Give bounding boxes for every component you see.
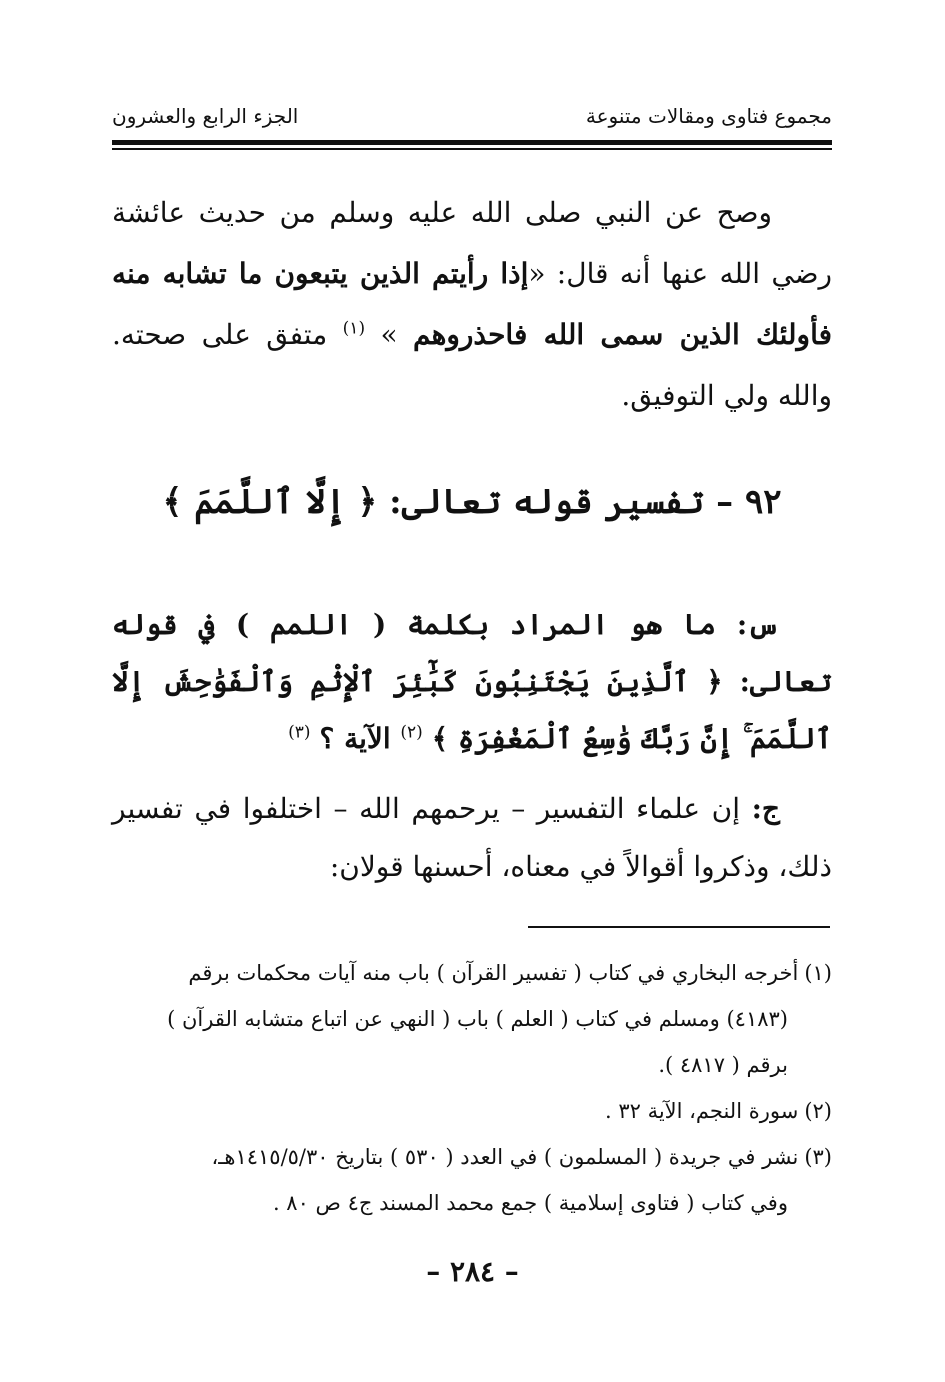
answer-paragraph — [112, 780, 832, 896]
section-verse: إِلَّا ٱللَّمَمَ — [182, 482, 358, 522]
hadith-quote: إذا رأيتم الذين يتبعون ما تشابه منه فأولئك الذين سمى الله فاحذروهم — [112, 257, 832, 351]
footnote-text: سورة النجم، الآية ٣٢ . — [604, 1099, 799, 1123]
intro-text-before-quote: وصح عن النبي صلى الله عليه وسلم من حديث عائشة رضي الله عنها أنه قال: « — [112, 196, 832, 290]
footnote-text: (٤١٨٣) ومسلم في كتاب ( العلم ) باب ( النهي عن اتباع متشابه القرآن ) — [167, 1007, 788, 1031]
footnote-3 — [112, 1134, 832, 1226]
footnote-text: وفي كتاب ( فتاوى إسلامية ) جمع محمد المسند ج٤ ص ٨٠ . — [272, 1191, 788, 1215]
question-label: س: — [736, 608, 780, 641]
footnote-ref-2[interactable]: (٢) — [400, 722, 423, 743]
header-rule-thin — [112, 148, 832, 150]
hadith-quote-close: » — [380, 318, 413, 351]
volume-title: الجزء الرابع والعشرون — [112, 104, 299, 128]
book-title: مجموع فتاوى ومقالات متنوعة — [585, 104, 832, 128]
footnote-number: (٢) — [804, 1099, 832, 1123]
intro-paragraph — [112, 182, 832, 426]
question-tail: الآية ؟ — [319, 722, 401, 755]
footnote-text: برقم ( ٤٨١٧ ). — [658, 1053, 788, 1077]
footnote-ref-1[interactable]: (١) — [342, 318, 366, 339]
footnotes — [112, 950, 832, 1226]
section-heading — [112, 472, 832, 532]
page-number: – ٢٨٤ – — [426, 1255, 519, 1288]
question-verse: ٱلَّذِينَ يَجْتَنِبُونَ كَبَٰٓئِرَ ٱلْإِثْمِ وَٱلْفَوَٰحِشَ إِلَّا ٱللَّمَمَ ۚ إِنَّ رَبَّكَ وَٰسِعُ ٱلْمَغْفِرَةِ — [112, 665, 832, 755]
verse-bracket-open: ﴿ — [357, 482, 378, 522]
footnote-ref-3[interactable]: (٣) — [288, 722, 311, 743]
answer-label: ج: — [751, 792, 780, 825]
verse-bracket-close: ﴾ — [162, 482, 183, 522]
answer-text: إن علماء التفسير – يرحمهم الله – اختلفوا في تفسير ذلك، وذكروا أقوالاً في معناه، أحسنها قولان: — [112, 792, 832, 883]
question-paragraph — [112, 596, 832, 767]
footnote-number: (١) — [804, 961, 832, 985]
footnote-1 — [112, 950, 832, 1088]
footnote-2 — [112, 1088, 832, 1134]
footnote-separator — [528, 926, 830, 928]
question-verse-close: ﴾ — [431, 722, 449, 755]
footnote-number: (٣) — [804, 1145, 832, 1169]
footnote-text: أخرجه البخاري في كتاب ( تفسير القرآن ) باب منه آيات محكمات برقم — [188, 961, 799, 985]
intro-text-after-quote: متفق على صحته. والله ولي التوفيق. — [112, 318, 832, 412]
footnote-text: نشر في جريدة ( المسلمون ) في العدد ( ٥٣٠ ) بتاريخ ١٤١٥/٥/٣٠هـ، — [211, 1145, 799, 1169]
running-header — [112, 100, 832, 136]
question-verse-open: ﴿ — [706, 665, 723, 698]
question-text: ما هو المراد بكلمة ( اللمم ) في قوله تعالى: — [112, 608, 832, 698]
header-rule-thick — [112, 140, 832, 145]
section-number-title: ٩٢ – تفسير قوله تعالى: — [377, 482, 782, 522]
